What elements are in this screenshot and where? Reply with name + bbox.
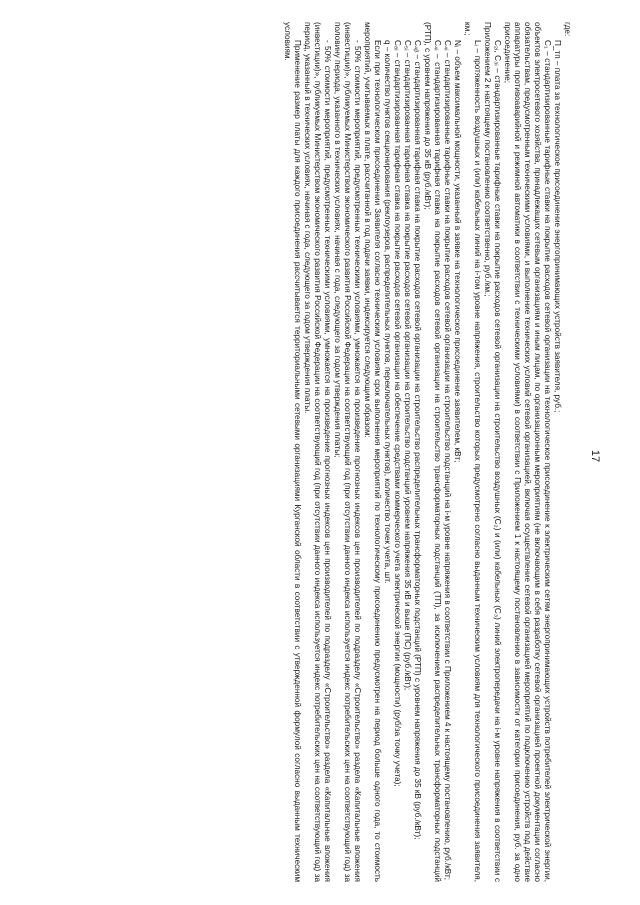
definition-q: q – количество пунктов секционирования (реклоузеров, распределительных пунктов, переключательных пунктов), количество точек учета, шт. xyxy=(383,40,392,584)
rotated-page xyxy=(52,22,572,882)
definition-c8: C₈ᵢ – стандартизированная тарифная ставка на покрытие расходов сетевой организации на обеспечение средствами коммерческого учета электрической энергии (мощности) (руб/за точку учета); xyxy=(393,40,402,787)
page-number: 17 xyxy=(589,449,601,463)
where-label: где: xyxy=(563,22,572,37)
definition-c2-c3: C₂ᵢ, C₃ᵢ – стандартизированные тарифные ставки на покрытие расходов сетевой организации на строительство воздушных (C₂) и (или) кабельных (C₃) линий электропередачи на i-м уровне напряжения в соответствии с Приложением 2 к настоящему постановлению соответственно, руб./км.; xyxy=(483,22,502,882)
definition-c4-tp: C₄ᵢ – стандартизированная тарифная ставка на покрытие расходов сетевой организации на строительство трансформаторных подстанций (ТП), за исключением распределительных трансформаторных подстанций (РТП), с уровнем напряжения до 35 кВ (руб./кВт); xyxy=(423,22,442,882)
definition-c4: C₄ᵢ – стандартизированные тарифные ставки на покрытие расходов сетевой организации на строительство подстанций на i-м уровне напряжения в соответствии с Приложением 4 к настоящему постановлению, руб./кВт; xyxy=(443,40,452,881)
definition-li: Lᵢ – протяженность воздушных и (или) кабельных линий на i-том уровне напряжения, строительство которых предусмотрено согласно выданным техническим условиям для технологического присоединения заявителя, км.; xyxy=(463,22,482,882)
definition-c5: C₅ᵢ – стандартизированная тарифная ставка на покрытие расходов сетевой организации на строительство подстанций уровнем напряжения 35 кВ и выше (ПС) (руб./кВт); xyxy=(403,40,412,691)
definition-ni: Nᵢ – объем максимальной мощности, указанный в заявке на технологическое присоединение заявителем, кВт; xyxy=(453,40,462,463)
indexation-intro: Если при технологическом присоединении Заявителя согласно техническим условиям срок выполнения мероприятий по технологическому присоединению предусмотрен на период больше одного года, то стоимость мероприятий, учитываемых в плате, рассчитанной в год подачи заявки, индексируется следующим образом: xyxy=(363,22,382,882)
indexation-item-1: - 50% стоимости мероприятий, предусмотренных техническими условиями, умножается на произведение прогнозных индексов цен производителей по подразделу «Строительство» раздела «Капитальные вложения (инвестиции)», публикуемых Министерством экономического развития Российской Федерации на соответствующий год (при отсутствии данного индекса используется индекс потребительских цен на соответствующий год) за половину периода, указанного в технических условиях, начиная с года, следующего за годом утверждения платы; xyxy=(333,22,362,882)
definition-ptp: П_тп – плата за технологическое присоединение энергопринимающих устройств заявителя, руб.; xyxy=(553,40,562,413)
indexation-item-2: - 50% стоимости мероприятий, предусмотренных техническими условиями, умножается на произведение прогнозных индексов цен производителей по подразделу «Строительство» раздела «Капитальные вложения (инвестиции)», публикуемых Министерством экономического развития Российской Федерации на соответствующий год (при отсутствии данного индекса используется индекс потребительских цен на соответствующий год) за период, указанный в технических условиях, начиная с года, следующего за годом утверждения платы. xyxy=(303,22,332,882)
definition-c1: C₁ – стандартизированные тарифные ставки на покрытие расходов сетевой организации на технологическое присоединение к электрическим сетям энергопринимающих устройств потребителей электрической энергии, объектов электросетевого хозяйства, принадлежащих сетевым организациям и иным лицам, по организационным мероприятиям (не включающим в себя разработку сетевой организацией проектной документации согласно обязательствам, предусмотренным техническими условиями, и выполнение технических условий сетевой организацией, включая осуществление сетевой организацией мероприятий по подключению устройств под действие аппаратуры противоаварийной и режимной автоматики в соответствии с техническими условиями) в соответствии с Приложением 1 к настоящему постановлению в зависимости от категории присоединения, руб. за одно присоединение; xyxy=(503,22,552,882)
definition-c4-rtp: C₄ᵦ – стандартизированная тарифная ставка на покрытие расходов сетевой организации на строительство распределительных трансформаторных подстанций (РТП) с уровнем напряжения до 35 кВ (руб./кВт); xyxy=(413,40,422,840)
application-note: Применение размер платы для каждого присоединения рассчитывается территориальными сетевыми организациями Курганской области в соответствии с утвержденной формулой согласно выданным техническим условиям. xyxy=(283,22,302,882)
document-body xyxy=(52,22,572,882)
